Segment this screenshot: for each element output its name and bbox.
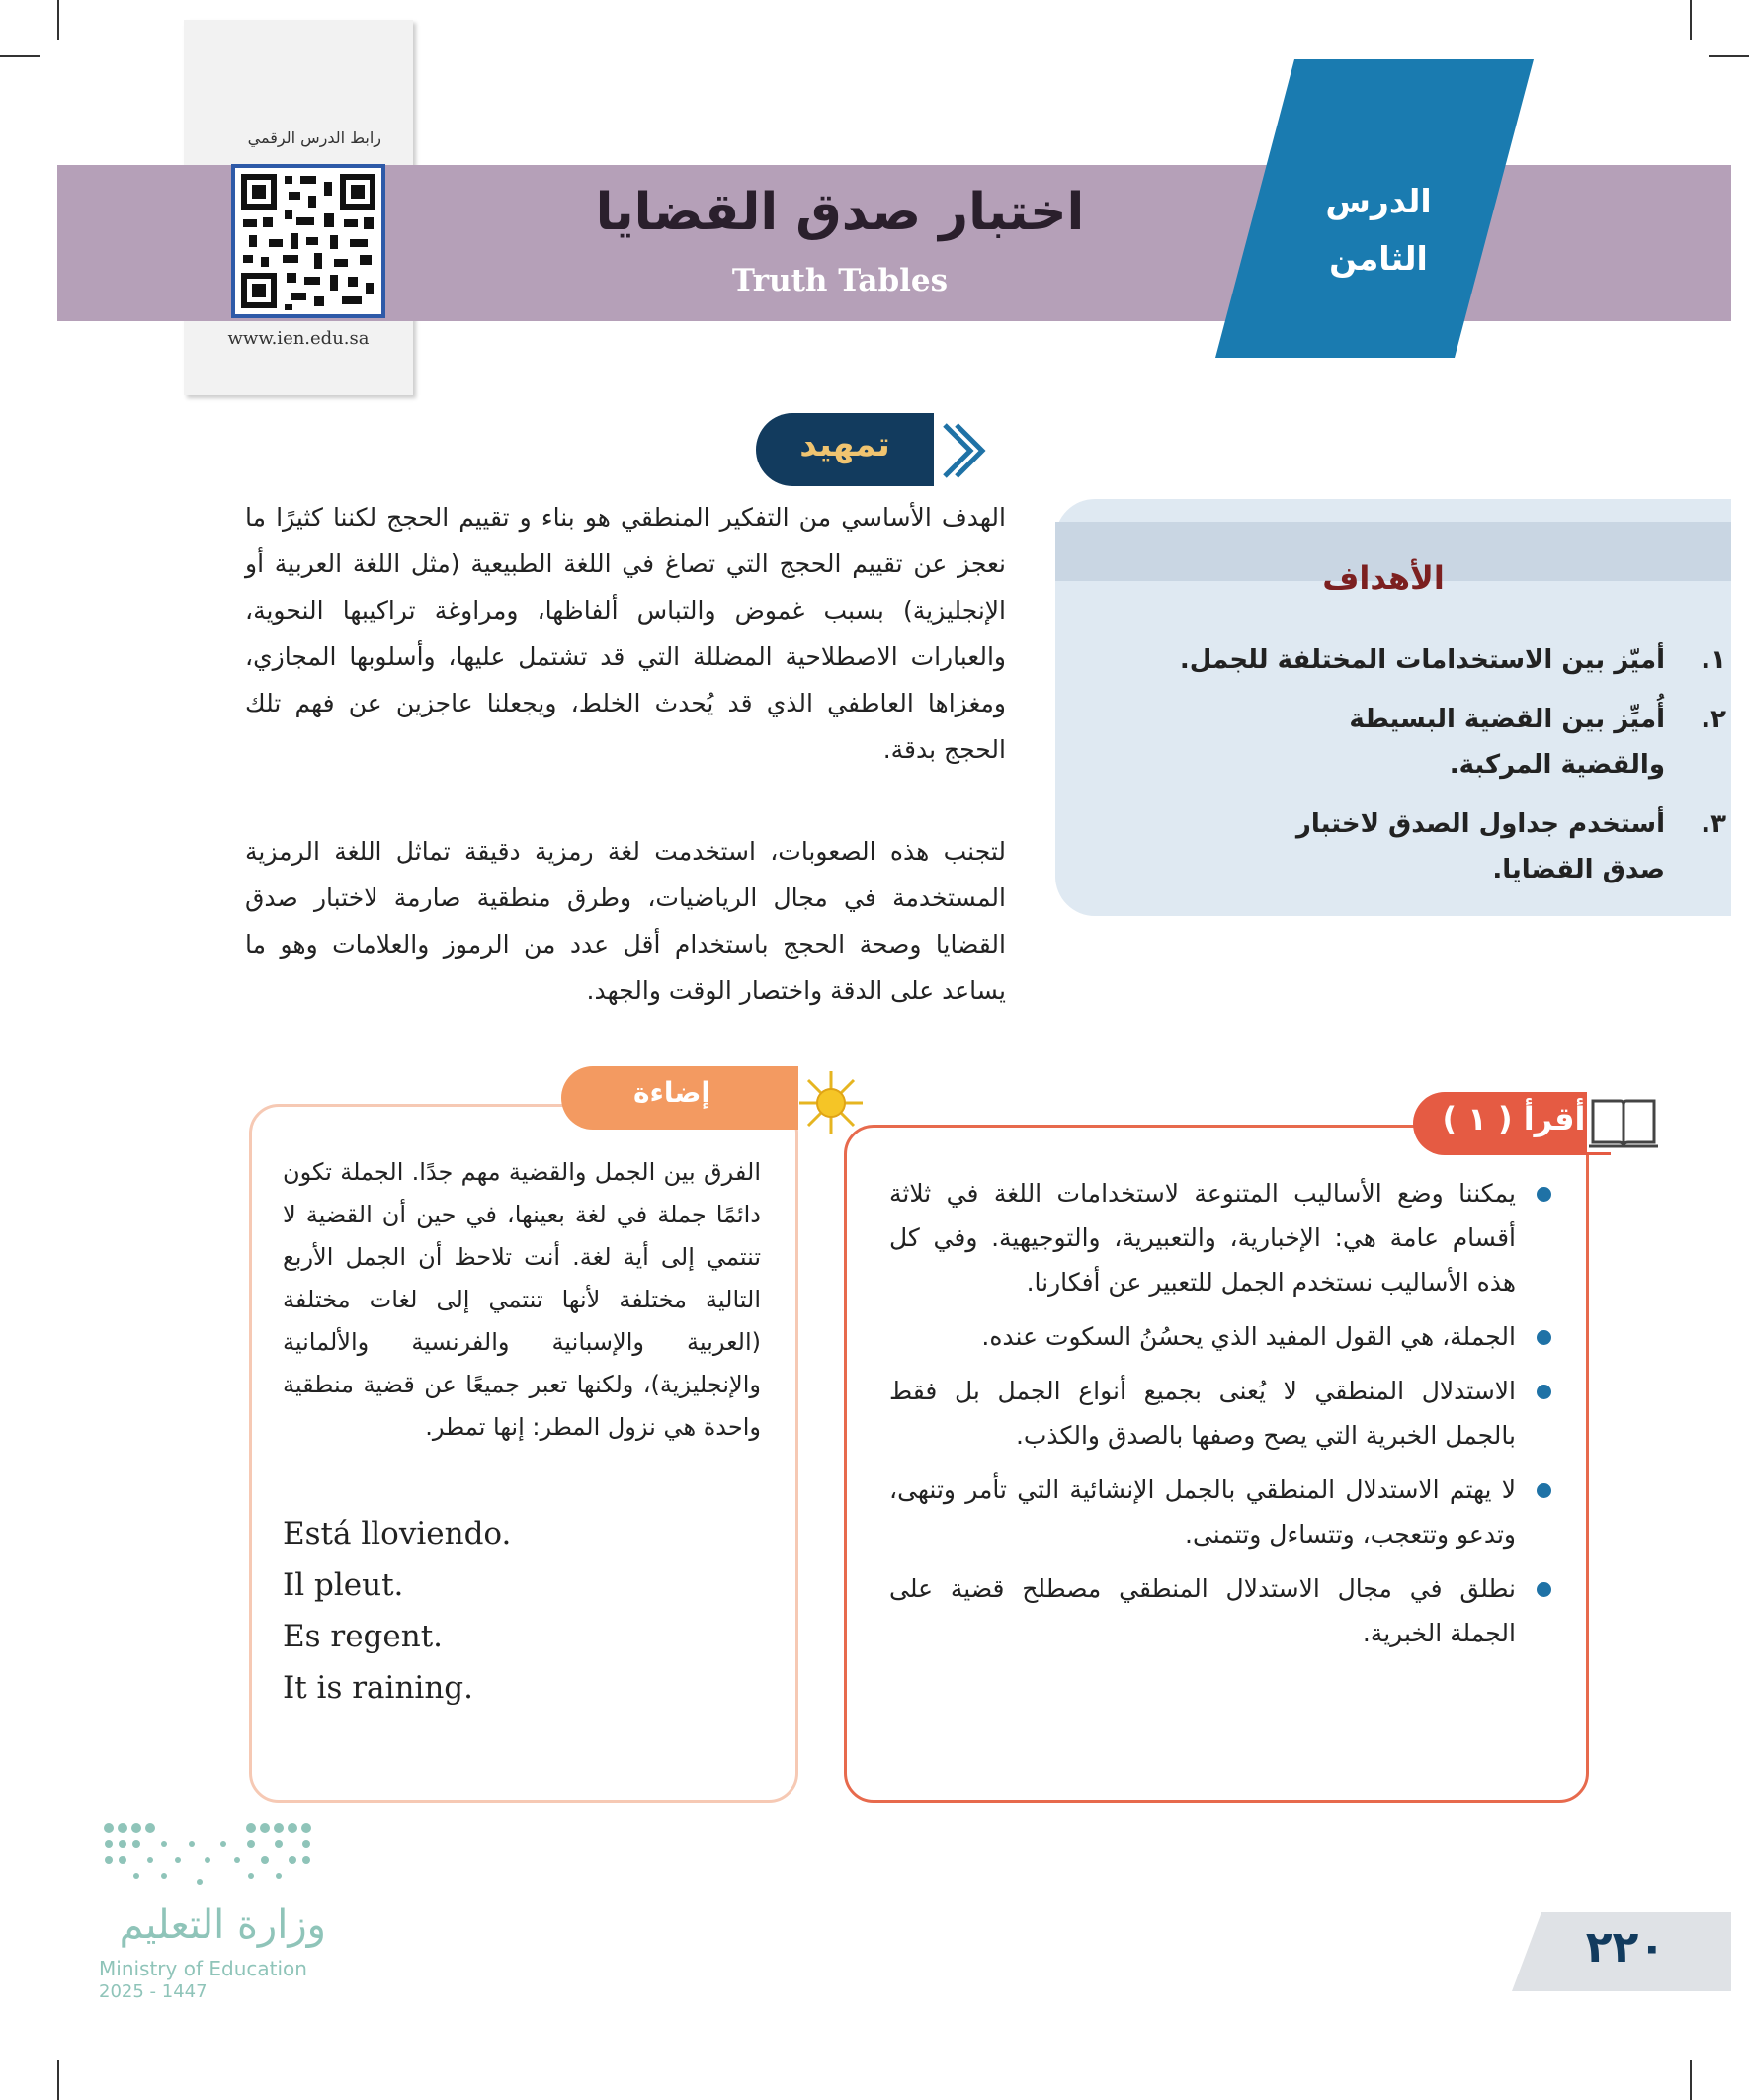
list-item xyxy=(889,1566,1551,1655)
bullet-dot-icon xyxy=(1537,1483,1551,1498)
bullet-text: نطلق في مجال الاستدلال المنطقي مصطلح قضية على الجملة الخبرية. xyxy=(889,1574,1516,1647)
objective-number: .٢ xyxy=(1701,705,1726,734)
intro-paragraph-2: لتجنب هذه الصعوبات، استخدمت لغة رمزية دقيقة تماثل اللغة الرمزية المستخدمة في مجال الرياضيات، وطرق منطقية صارمة لاختبار صدق القضايا وصحة الحجج باستخدام أقل عدد من الرموز والعلامات وهو ما يساعد على الدقة واختصار الوقت والجهد. xyxy=(245,837,1006,1005)
ministry-name-en: Ministry of Education xyxy=(99,1957,307,1980)
example-sentence: Es regent. xyxy=(283,1619,444,1654)
light-text: الفرق بين الجمل والقضية مهم جدًا. الجملة تكون دائمًا جملة في لغة بعينها، في حين أن القضية لا تنتمي إلى أية لغة. أنت تلاحظ أن الجمل الأربع التالية مختلفة لأنها تنتمي إلى لغات مختلفة (العربية والإسبانية والفرنسية والألمانية والإنجليزية)، ولكنها تعبر جميعًا عن قضية منطقية واحدة هي نزول المطر: إنها تمطر. xyxy=(283,1158,761,1441)
objective-text: أستخدم جداول الصدق لاختبار صدق القضايا. xyxy=(1295,809,1665,884)
page-title: اختبار صدق القضايا xyxy=(595,183,1085,242)
objective-number: .٣ xyxy=(1701,809,1726,839)
list-item xyxy=(889,1314,1551,1359)
example-sentence: Está lloviendo. xyxy=(283,1516,512,1552)
bullet-text: لا يهتم الاستدلال المنطقي بالجمل الإنشائية التي تأمر وتنهى، وتدعو وتتعجب، وتتساءل وتتمنى. xyxy=(889,1475,1516,1549)
bullet-dot-icon xyxy=(1537,1187,1551,1202)
sun-icon xyxy=(796,1069,866,1136)
objective-item xyxy=(1092,801,1726,892)
intro-paragraph-1: الهدف الأساسي من التفكير المنطقي هو بناء و تقييم الحجج لكننا كثيرًا ما نعجز عن تقييم الحجج التي تصاغ في اللغة الطبيعية (مثل اللغة العربية أو الإنجليزية) بسبب غموض والتباس ألفاظها، ومراوغة تراكيبها النحوية، والعبارات الاصطلاحية المضللة التي قد تشتمل عليها، وأسلوبها المجازي، ومغزاها العاطفي الذي قد يُحدث الخلط، ويجعلنا عاجزين عن فهم تلك الحجج بدقة. xyxy=(245,503,1006,764)
objective-text: أميّز بين الاستخدامات المختلفة للجمل. xyxy=(1179,645,1665,675)
lesson-tag-line1: الدرس xyxy=(1325,182,1432,220)
read-bullets xyxy=(889,1171,1551,1665)
bullet-dot-icon xyxy=(1537,1582,1551,1597)
light-label: إضاءة xyxy=(632,1076,710,1109)
objective-item xyxy=(1092,637,1726,683)
list-item xyxy=(889,1468,1551,1556)
objective-text: أُميِّز بين القضية البسيطة والقضية المركبة. xyxy=(1349,705,1665,780)
objectives-title: الأهداف xyxy=(1322,559,1445,597)
edition-year: 2025 - 1447 xyxy=(99,1981,208,2002)
page-subtitle: Truth Tables xyxy=(731,263,949,298)
bullet-dot-icon xyxy=(1537,1385,1551,1399)
read-label: أقرأ ( ١ ) xyxy=(1442,1100,1586,1137)
lesson-tag-line2: الثامن xyxy=(1329,239,1428,278)
intro-label: تمهيد xyxy=(799,425,890,464)
book-icon xyxy=(1587,1091,1660,1152)
ministry-logo-icon xyxy=(103,1820,314,1890)
objectives-list xyxy=(1092,637,1726,892)
bullet-text: الاستدلال المنطقي لا يُعنى بجميع أنواع الجمل بل فقط بالجمل الخبرية التي يصح وصفها بالصدق والكذب. xyxy=(889,1377,1516,1450)
bullet-text: يمكننا وضع الأساليب المتنوعة لاستخدامات اللغة في ثلاثة أقسام عامة هي: الإخبارية، والتعبيرية، والتوجيهية. وفي كل هذه الأساليب نستخدم الجمل للتعبير عن أفكارنا. xyxy=(889,1179,1516,1297)
chevrons-icon xyxy=(933,419,988,482)
example-sentence: It is raining. xyxy=(283,1670,473,1706)
bullet-text: الجملة، هي القول المفيد الذي يحسُنُ السكوت عنده. xyxy=(981,1322,1516,1351)
lesson-tag xyxy=(1285,173,1472,288)
qr-url[interactable]: www.ien.edu.sa xyxy=(227,328,370,349)
ministry-name-ar: وزارة التعليم xyxy=(119,1902,326,1948)
qr-label: رابط الدرس الرقمي xyxy=(247,128,381,147)
objective-item xyxy=(1092,697,1726,788)
qr-code-icon xyxy=(235,168,381,314)
bullet-dot-icon xyxy=(1537,1330,1551,1345)
example-sentence: Il pleut. xyxy=(283,1567,404,1603)
page-number: ٢٢٠ xyxy=(1585,1922,1666,1973)
objective-number: .١ xyxy=(1701,645,1726,675)
qr-code[interactable] xyxy=(231,164,385,318)
list-item xyxy=(889,1171,1551,1304)
list-item xyxy=(889,1369,1551,1458)
